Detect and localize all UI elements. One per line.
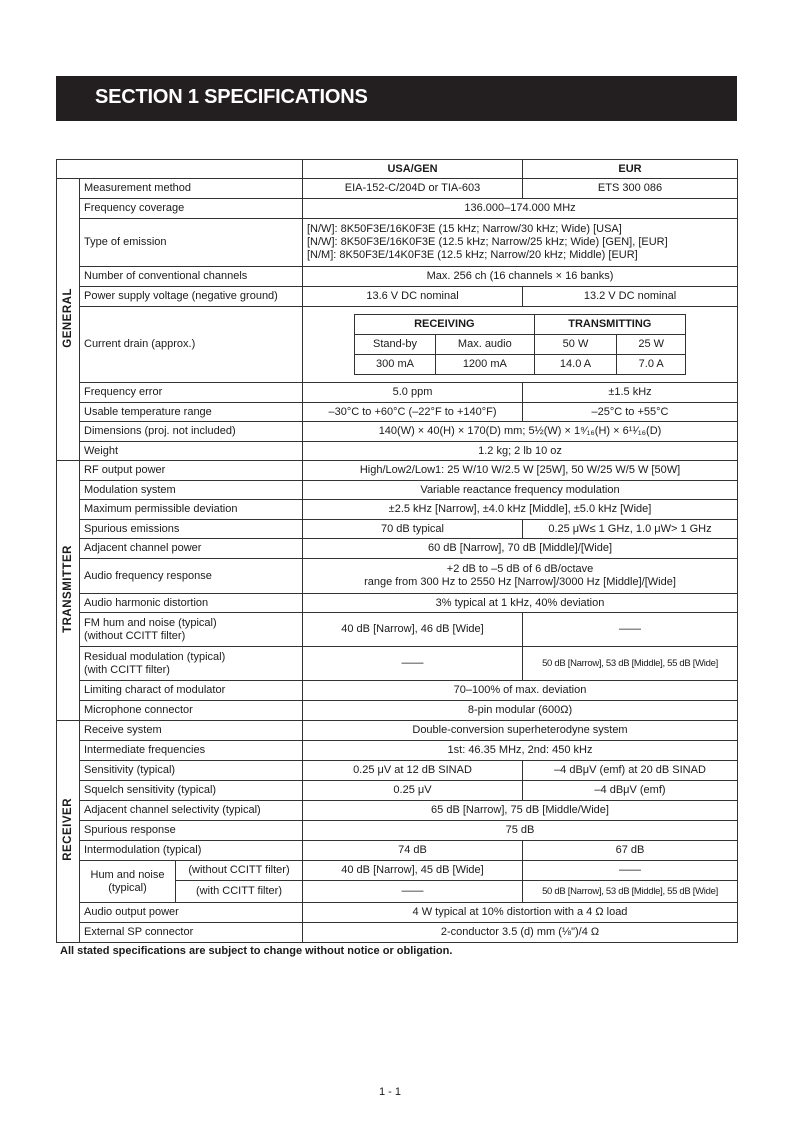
value-both: ±2.5 kHz [Narrow], ±4.0 kHz [Middle], ±5.0 kHz [Wide]: [303, 500, 738, 520]
spec-label: RF output power: [80, 461, 303, 481]
usa-value: 5.0 ppm: [303, 383, 523, 403]
footnote: All stated specifications are subject to change without notice or obligation.: [60, 945, 453, 957]
section-label-text: GENERAL: [61, 287, 74, 348]
spec-label: FM hum and noise (typical) (without CCITT filter): [80, 613, 303, 647]
current-drain-cell: [303, 307, 738, 383]
spec-label: Audio output power: [80, 903, 303, 923]
spec-row: [57, 199, 738, 219]
spec-label: Residual modulation (typical) (with CCITT filter): [80, 647, 303, 681]
spec-label: Number of conventional channels: [80, 267, 303, 287]
section-label-text: RECEIVER: [61, 798, 74, 861]
spec-row: [57, 500, 738, 520]
spec-row: [57, 821, 738, 841]
spec-row: [57, 520, 738, 539]
spec-row: [57, 681, 738, 701]
header-row: [57, 160, 738, 179]
spec-label: Adjacent channel power: [80, 539, 303, 559]
receiving-header: RECEIVING: [355, 315, 535, 335]
value-both: 65 dB [Narrow], 75 dB [Middle/Wide]: [303, 801, 738, 821]
usa-value: 13.6 V DC nominal: [303, 287, 523, 307]
spec-row: [57, 179, 738, 199]
spec-row: [57, 903, 738, 923]
usa-value: 40 dB [Narrow], 45 dB [Wide]: [303, 861, 523, 881]
usa-value: 74 dB: [303, 841, 523, 861]
spec-row: [57, 613, 738, 647]
spec-row: [57, 442, 738, 461]
spec-label: Spurious emissions: [80, 520, 303, 539]
spec-label: Usable temperature range: [80, 403, 303, 422]
current-drain-table: [354, 314, 686, 375]
section-label-receiver: [57, 721, 80, 943]
usa-value: –30°C to +60°C (–22°F to +140°F): [303, 403, 523, 422]
value-both: 60 dB [Narrow], 70 dB [Middle]/[Wide]: [303, 539, 738, 559]
spec-row: [57, 403, 738, 422]
eur-value: –25°C to +55°C: [523, 403, 738, 422]
column-header-usa: USA/GEN: [303, 160, 523, 179]
spec-row: [57, 287, 738, 307]
eur-value: ——: [523, 613, 738, 647]
spec-row: [57, 559, 738, 594]
value-both: 140(W) × 40(H) × 170(D) mm; 5½(W) × 1⁹⁄₁₆(H) × 6¹¹⁄₁₆(D): [303, 422, 738, 442]
spec-row: [57, 741, 738, 761]
usa-value: ——: [303, 881, 523, 903]
spec-label: Power supply voltage (negative ground): [80, 287, 303, 307]
spec-row: [57, 461, 738, 481]
spec-row: [57, 647, 738, 681]
value-both: 1st: 46.35 MHz, 2nd: 450 kHz: [303, 741, 738, 761]
value-both: 75 dB: [303, 821, 738, 841]
spec-row: [57, 861, 738, 881]
spec-row: [57, 267, 738, 287]
spec-label: Modulation system: [80, 481, 303, 500]
section-label-text: TRANSMITTER: [61, 544, 74, 633]
eur-value: 0.25 μW≤ 1 GHz, 1.0 μW> 1 GHz: [523, 520, 738, 539]
eur-value: 50 dB [Narrow], 53 dB [Middle], 55 dB [Wide]: [523, 647, 738, 681]
current-drain-value: 1200 mA: [436, 355, 535, 375]
spec-row: [57, 761, 738, 781]
spec-row: [57, 307, 738, 383]
spec-label: Audio frequency response: [80, 559, 303, 594]
value-both: Max. 256 ch (16 channels × 16 banks): [303, 267, 738, 287]
spec-label: Maximum permissible deviation: [80, 500, 303, 520]
spec-row: [57, 219, 738, 267]
spec-row: [57, 539, 738, 559]
spec-label: Type of emission: [80, 219, 303, 267]
spec-row: [57, 923, 738, 943]
page-number: 1 - 1: [379, 1086, 402, 1098]
usa-value: 0.25 μV: [303, 781, 523, 801]
usa-value: EIA-152-C/204D or TIA-603: [303, 179, 523, 199]
eur-value: ±1.5 kHz: [523, 383, 738, 403]
spec-row: [57, 721, 738, 741]
spec-label: Audio harmonic distortion: [80, 594, 303, 613]
usa-value: 0.25 μV at 12 dB SINAD: [303, 761, 523, 781]
spec-label: Measurement method: [80, 179, 303, 199]
column-header-eur: EUR: [523, 160, 738, 179]
spec-label: Adjacent channel selectivity (typical): [80, 801, 303, 821]
spec-label: Weight: [80, 442, 303, 461]
value-both: 70–100% of max. deviation: [303, 681, 738, 701]
spec-label: Squelch sensitivity (typical): [80, 781, 303, 801]
spec-label: Intermodulation (typical): [80, 841, 303, 861]
eur-value: –4 dBμV (emf): [523, 781, 738, 801]
spec-label: Sensitivity (typical): [80, 761, 303, 781]
eur-value: 13.2 V DC nominal: [523, 287, 738, 307]
spec-row: [57, 701, 738, 721]
current-drain-subheader: 50 W: [534, 335, 617, 355]
spec-row: [57, 383, 738, 403]
spec-sublabel: (with CCITT filter): [176, 881, 303, 903]
spec-label: Intermediate frequencies: [80, 741, 303, 761]
value-both: 1.2 kg; 2 lb 10 oz: [303, 442, 738, 461]
spec-table: [56, 159, 738, 943]
current-drain-subheader: Max. audio: [436, 335, 535, 355]
eur-value: ——: [523, 861, 738, 881]
eur-value: 50 dB [Narrow], 53 dB [Middle], 55 dB [Wide]: [523, 881, 738, 903]
usa-value: 40 dB [Narrow], 46 dB [Wide]: [303, 613, 523, 647]
spec-label: Limiting charact of modulator: [80, 681, 303, 701]
spec-row: [57, 841, 738, 861]
value-both: 2-conductor 3.5 (d) mm (⅛")/4 Ω: [303, 923, 738, 943]
spec-label: Dimensions (proj. not included): [80, 422, 303, 442]
spec-row: [57, 481, 738, 500]
spec-row: [57, 422, 738, 442]
value-both: Variable reactance frequency modulation: [303, 481, 738, 500]
usa-value: ——: [303, 647, 523, 681]
value-both: High/Low2/Low1: 25 W/10 W/2.5 W [25W], 50 W/25 W/5 W [50W]: [303, 461, 738, 481]
section-label-general: [57, 179, 80, 461]
spec-row: [57, 781, 738, 801]
spec-label: Frequency error: [80, 383, 303, 403]
section-label-transmitter: [57, 461, 80, 721]
usa-value: 70 dB typical: [303, 520, 523, 539]
current-drain-value: 7.0 A: [617, 355, 686, 375]
value-both: 3% typical at 1 kHz, 40% deviation: [303, 594, 738, 613]
eur-value: ETS 300 086: [523, 179, 738, 199]
current-drain-value: 300 mA: [355, 355, 436, 375]
value-both: +2 dB to –5 dB of 6 dB/octave range from 300 Hz to 2550 Hz [Narrow]/3000 Hz [Middle]/[Wide]: [303, 559, 738, 594]
section-title: SECTION 1 SPECIFICATIONS: [95, 86, 368, 108]
spec-label: External SP connector: [80, 923, 303, 943]
hum-noise-label: Hum and noise (typical): [80, 861, 176, 903]
header-blank: [57, 160, 303, 179]
transmitting-header: TRANSMITTING: [534, 315, 685, 335]
spec-row: [57, 594, 738, 613]
value-both: Double-conversion superheterodyne system: [303, 721, 738, 741]
value-both: 4 W typical at 10% distortion with a 4 Ω load: [303, 903, 738, 923]
spec-sublabel: (without CCITT filter): [176, 861, 303, 881]
section-banner: [56, 76, 737, 121]
eur-value: 67 dB: [523, 841, 738, 861]
spec-row: [57, 801, 738, 821]
spec-label: Frequency coverage: [80, 199, 303, 219]
spec-label: Current drain (approx.): [80, 307, 303, 383]
spec-label: Receive system: [80, 721, 303, 741]
value-both: [N/W]: 8K50F3E/16K0F3E (15 kHz; Narrow/30 kHz; Wide) [USA] [N/W]: 8K50F3E/16K0F3E (12.5 kHz; Narrow/25 kHz; Wide) [GEN], [EUR] [N/M]: 8K50F3E/14K0F3E (12.5 kHz; Narrow/20 kHz; Middle) [EUR]: [303, 219, 738, 267]
current-drain-subheader: Stand-by: [355, 335, 436, 355]
current-drain-subheader: 25 W: [617, 335, 686, 355]
value-both: 136.000–174.000 MHz: [303, 199, 738, 219]
spec-label: Microphone connector: [80, 701, 303, 721]
value-both: 8-pin modular (600Ω): [303, 701, 738, 721]
eur-value: –4 dBμV (emf) at 20 dB SINAD: [523, 761, 738, 781]
spec-label: Spurious response: [80, 821, 303, 841]
current-drain-value: 14.0 A: [534, 355, 617, 375]
